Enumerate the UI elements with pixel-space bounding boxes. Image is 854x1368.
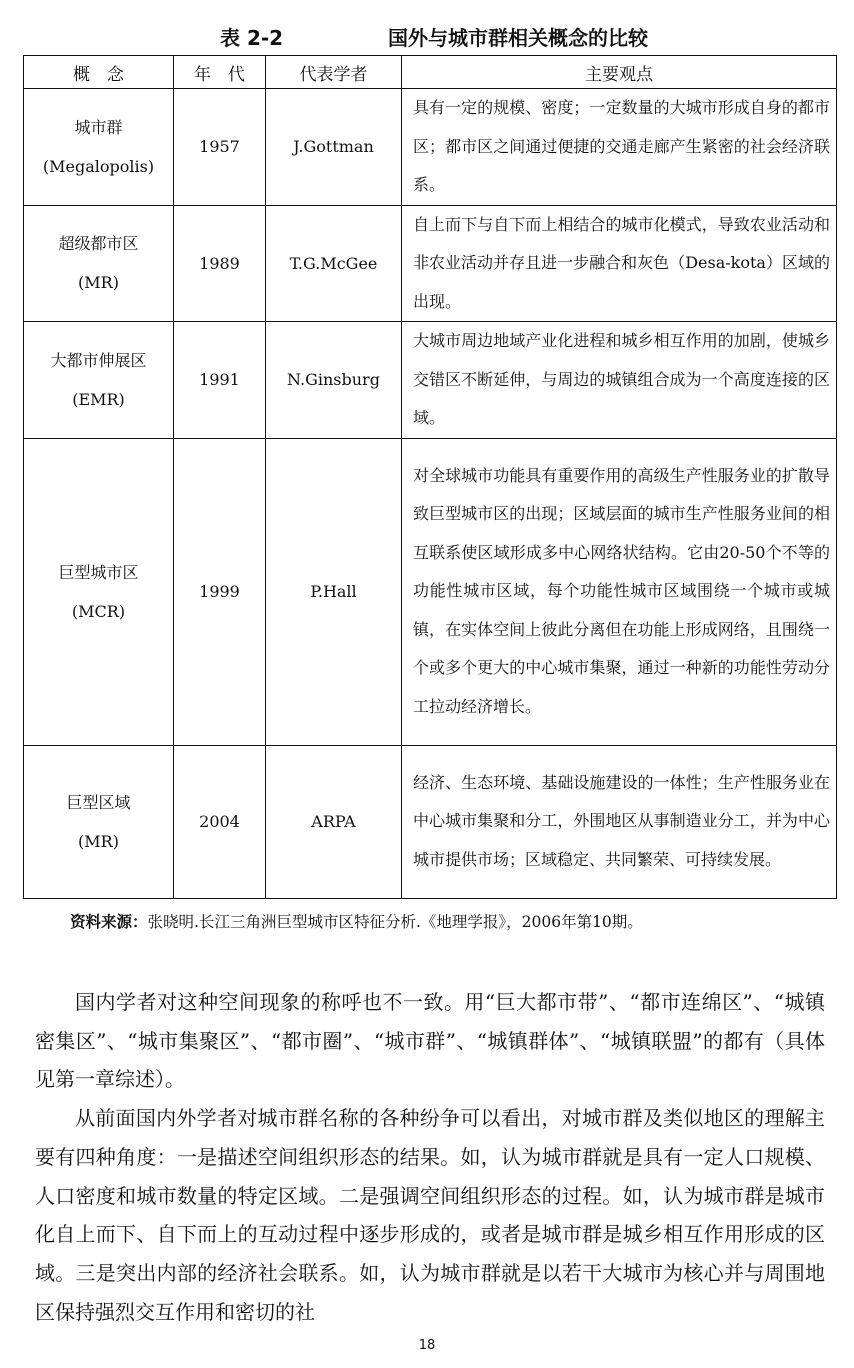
concept-comparison-table	[23, 55, 837, 899]
concept-abbr: (MR)	[78, 273, 119, 293]
paragraph: 从前面国内外学者对城市群名称的各种纷争可以看出，对城市群及类似地区的理解主要有四种角度：一是描述空间组织形态的结果。如，认为城市群就是具有一定人口规模、人口密度和城市数量的特定区域。二是强调空间组织形态的过程。如，认为城市群是城市化自上而下、自下而上的互动过程中逐步形成的，或者是城市群是城乡相互作用形成的区域。三是突出内部的经济社会联系。如，认为城市群就是以若干大城市为核心并与周围地区保持强烈交互作用和密切的社	[35, 1106, 825, 1324]
header-year: 年 代	[174, 56, 266, 89]
concept-cell	[24, 438, 174, 745]
concept-abbr: (EMR)	[72, 389, 125, 409]
concept-abbr: (Megalopolis)	[42, 156, 155, 176]
concept-name: 大都市伸展区	[50, 350, 147, 370]
table-caption	[0, 20, 854, 52]
concept-cell	[24, 205, 174, 322]
view-cell: 大城市周边地域产业化进程和城乡相互作用的加剧，使城乡交错区不断延伸，与周边的城镇组合成为一个高度连接的区域。	[402, 322, 837, 439]
concept-cell	[24, 322, 174, 439]
source-note	[70, 910, 840, 932]
page-number: 18	[418, 1338, 436, 1353]
scholar-cell: J.Gottman	[266, 89, 402, 206]
table-row	[24, 745, 837, 898]
source-label: 资料来源：	[70, 913, 148, 931]
source-text: 张晓明.长江三角洲巨型城市区特征分析.《地理学报》，2006年第10期。	[147, 913, 643, 931]
scholar-cell: ARPA	[266, 745, 402, 898]
header-scholar: 代表学者	[266, 56, 402, 89]
year-cell: 2004	[174, 745, 266, 898]
view-cell: 经济、生态环境、基础设施建设的一体性；生产性服务业在中心城市集聚和分工，外围地区从事制造业分工，并为中心城市提供市场；区域稳定、共同繁荣、可持续发展。	[402, 745, 837, 898]
concept-abbr: (MCR)	[71, 601, 126, 621]
paragraph: 国内学者对这种空间现象的称呼也不一致。用“巨大都市带”、“都市连绵区”、“城镇密集区”、“城市集聚区”、“都市圈”、“城市群”、“城镇群体”、“城镇联盟”的都有（具体见第一章综述）。	[35, 990, 825, 1092]
view-cell: 对全球城市功能具有重要作用的高级生产性服务业的扩散导致巨型城市区的出现；区域层面的城市生产性服务业间的相互联系使区域形成多中心网络状结构。它由20-50个不等的功能性城市区域，每个功能性城市区域围绕一个城市或城镇，在实体空间上彼此分离但在功能上形成网络，且围绕一个或多个更大的中心城市集聚，通过一种新的功能性劳动分工拉动经济增长。	[402, 438, 837, 745]
year-cell: 1999	[174, 438, 266, 745]
header-concept: 概 念	[24, 56, 174, 89]
view-cell: 具有一定的规模、密度；一定数量的大城市形成自身的都市区；都市区之间通过便捷的交通走廊产生紧密的社会经济联系。	[402, 89, 837, 206]
concept-cell	[24, 745, 174, 898]
year-cell: 1991	[174, 322, 266, 439]
body-text	[35, 983, 825, 1331]
table-row	[24, 89, 837, 206]
table-number: 表 2-2	[220, 26, 284, 50]
header-view: 主要观点	[402, 56, 837, 89]
scholar-cell: P.Hall	[266, 438, 402, 745]
table-header-row	[24, 56, 837, 89]
table-title: 国外与城市群相关概念的比较	[388, 26, 648, 50]
table-row	[24, 438, 837, 745]
concept-name: 超级都市区	[58, 234, 139, 254]
table-row	[24, 322, 837, 439]
concept-abbr: (MR)	[78, 831, 119, 851]
concept-name: 巨型城市区	[58, 562, 139, 582]
table-row	[24, 205, 837, 322]
year-cell: 1957	[174, 89, 266, 206]
scholar-cell: T.G.McGee	[266, 205, 402, 322]
year-cell: 1989	[174, 205, 266, 322]
concept-name: 城市群	[74, 117, 123, 137]
view-cell: 自上而下与自下而上相结合的城市化模式，导致农业活动和非农业活动并存且进一步融合和灰色（Desa-kota）区域的出现。	[402, 205, 837, 322]
concept-name: 巨型区域	[66, 792, 131, 812]
scholar-cell: N.Ginsburg	[266, 322, 402, 439]
concept-cell	[24, 89, 174, 206]
